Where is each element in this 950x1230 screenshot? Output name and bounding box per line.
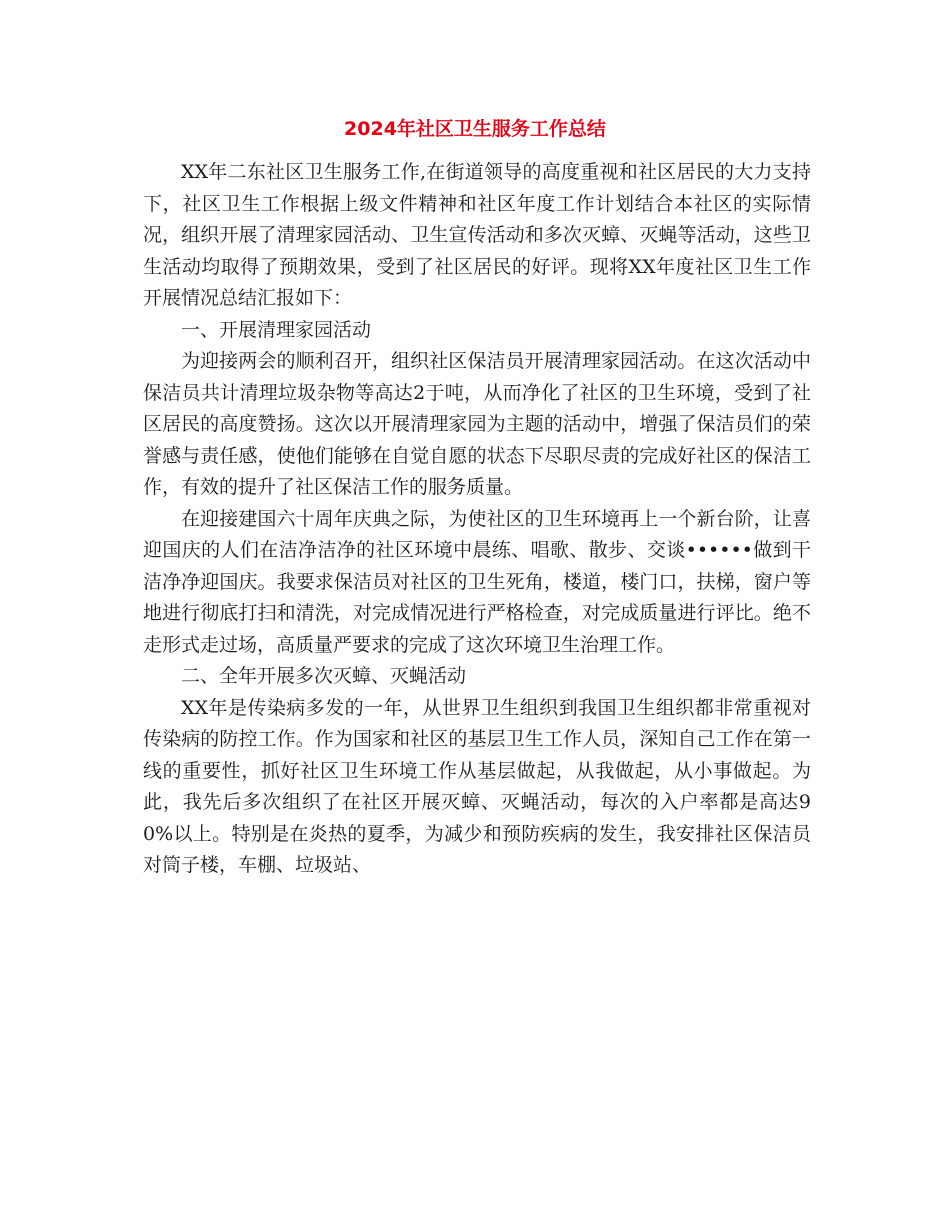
paragraph-pest-control: XX年是传染病多发的一年，从世界卫生组织到我国卫生组织都非常重视对传染病的防控工作。作为国家和社区的基层卫生工作人员，深知自己工作在第一线的重要性，抓好社区卫生环境工作从基层做起，从我做起，从小事做起。为此，我先后多次组织了在社区开展灭蟑、灭蝇活动，每次的入户率都是高达90%以上。特别是在炎热的夏季，为减少和预防疾病的发生，我安排社区保洁员对筒子楼，车棚、垃圾站、 [143, 696, 811, 876]
document-title: 2024年社区卫生服务工作总结 [344, 118, 606, 140]
section-heading-cleanup: 一、开展清理家园活动 [181, 318, 372, 341]
paragraph-national-day: 在迎接建国六十周年庆典之际，为使社区的卫生环境再上一个新台阶，让喜迎国庆的人们在洁净洁净的社区环境中晨练、唱歌、散步、交谈••••••做到干洁净净迎国庆。我要求保洁员对社区的卫生死角，楼道，楼门口，扶梯，窗户等地进行彻底打扫和清洗，对完成情况进行严格检查，对完成质量进行评比。绝不走形式走过场，高质量严要求的完成了这次环境卫生治理工作。 [143, 507, 811, 656]
paragraph-intro: XX年二东社区卫生服务工作,在街道领导的高度重视和社区居民的大力支持下，社区卫生工作根据上级文件精神和社区年度工作计划结合本社区的实际情况，组织开展了清理家园活动、卫生宣传活动和多次灭蟑、灭蝇等活动，这些卫生活动均取得了预期效果，受到了社区居民的好评。现将XX年度社区卫生工作开展情况总结汇报如下： [143, 161, 811, 309]
paragraph-cleanup-activity: 为迎接两会的顺利召开，组织社区保洁员开展清理家园活动。在这次活动中保洁员共计清理垃圾杂物等高达2于吨，从而净化了社区的卫生环境，受到了社区居民的高度赞扬。这次以开展清理家园为主题的活动中，增强了保洁员们的荣誉感与责任感，使他们能够在自觉自愿的状态下尽职尽责的完成好社区的保洁工作，有效的提升了社区保洁工作的服务质量。 [143, 350, 811, 498]
section-heading-pest-control: 二、全年开展多次灭蟑、灭蝇活动 [181, 665, 467, 687]
document-body [143, 157, 811, 882]
